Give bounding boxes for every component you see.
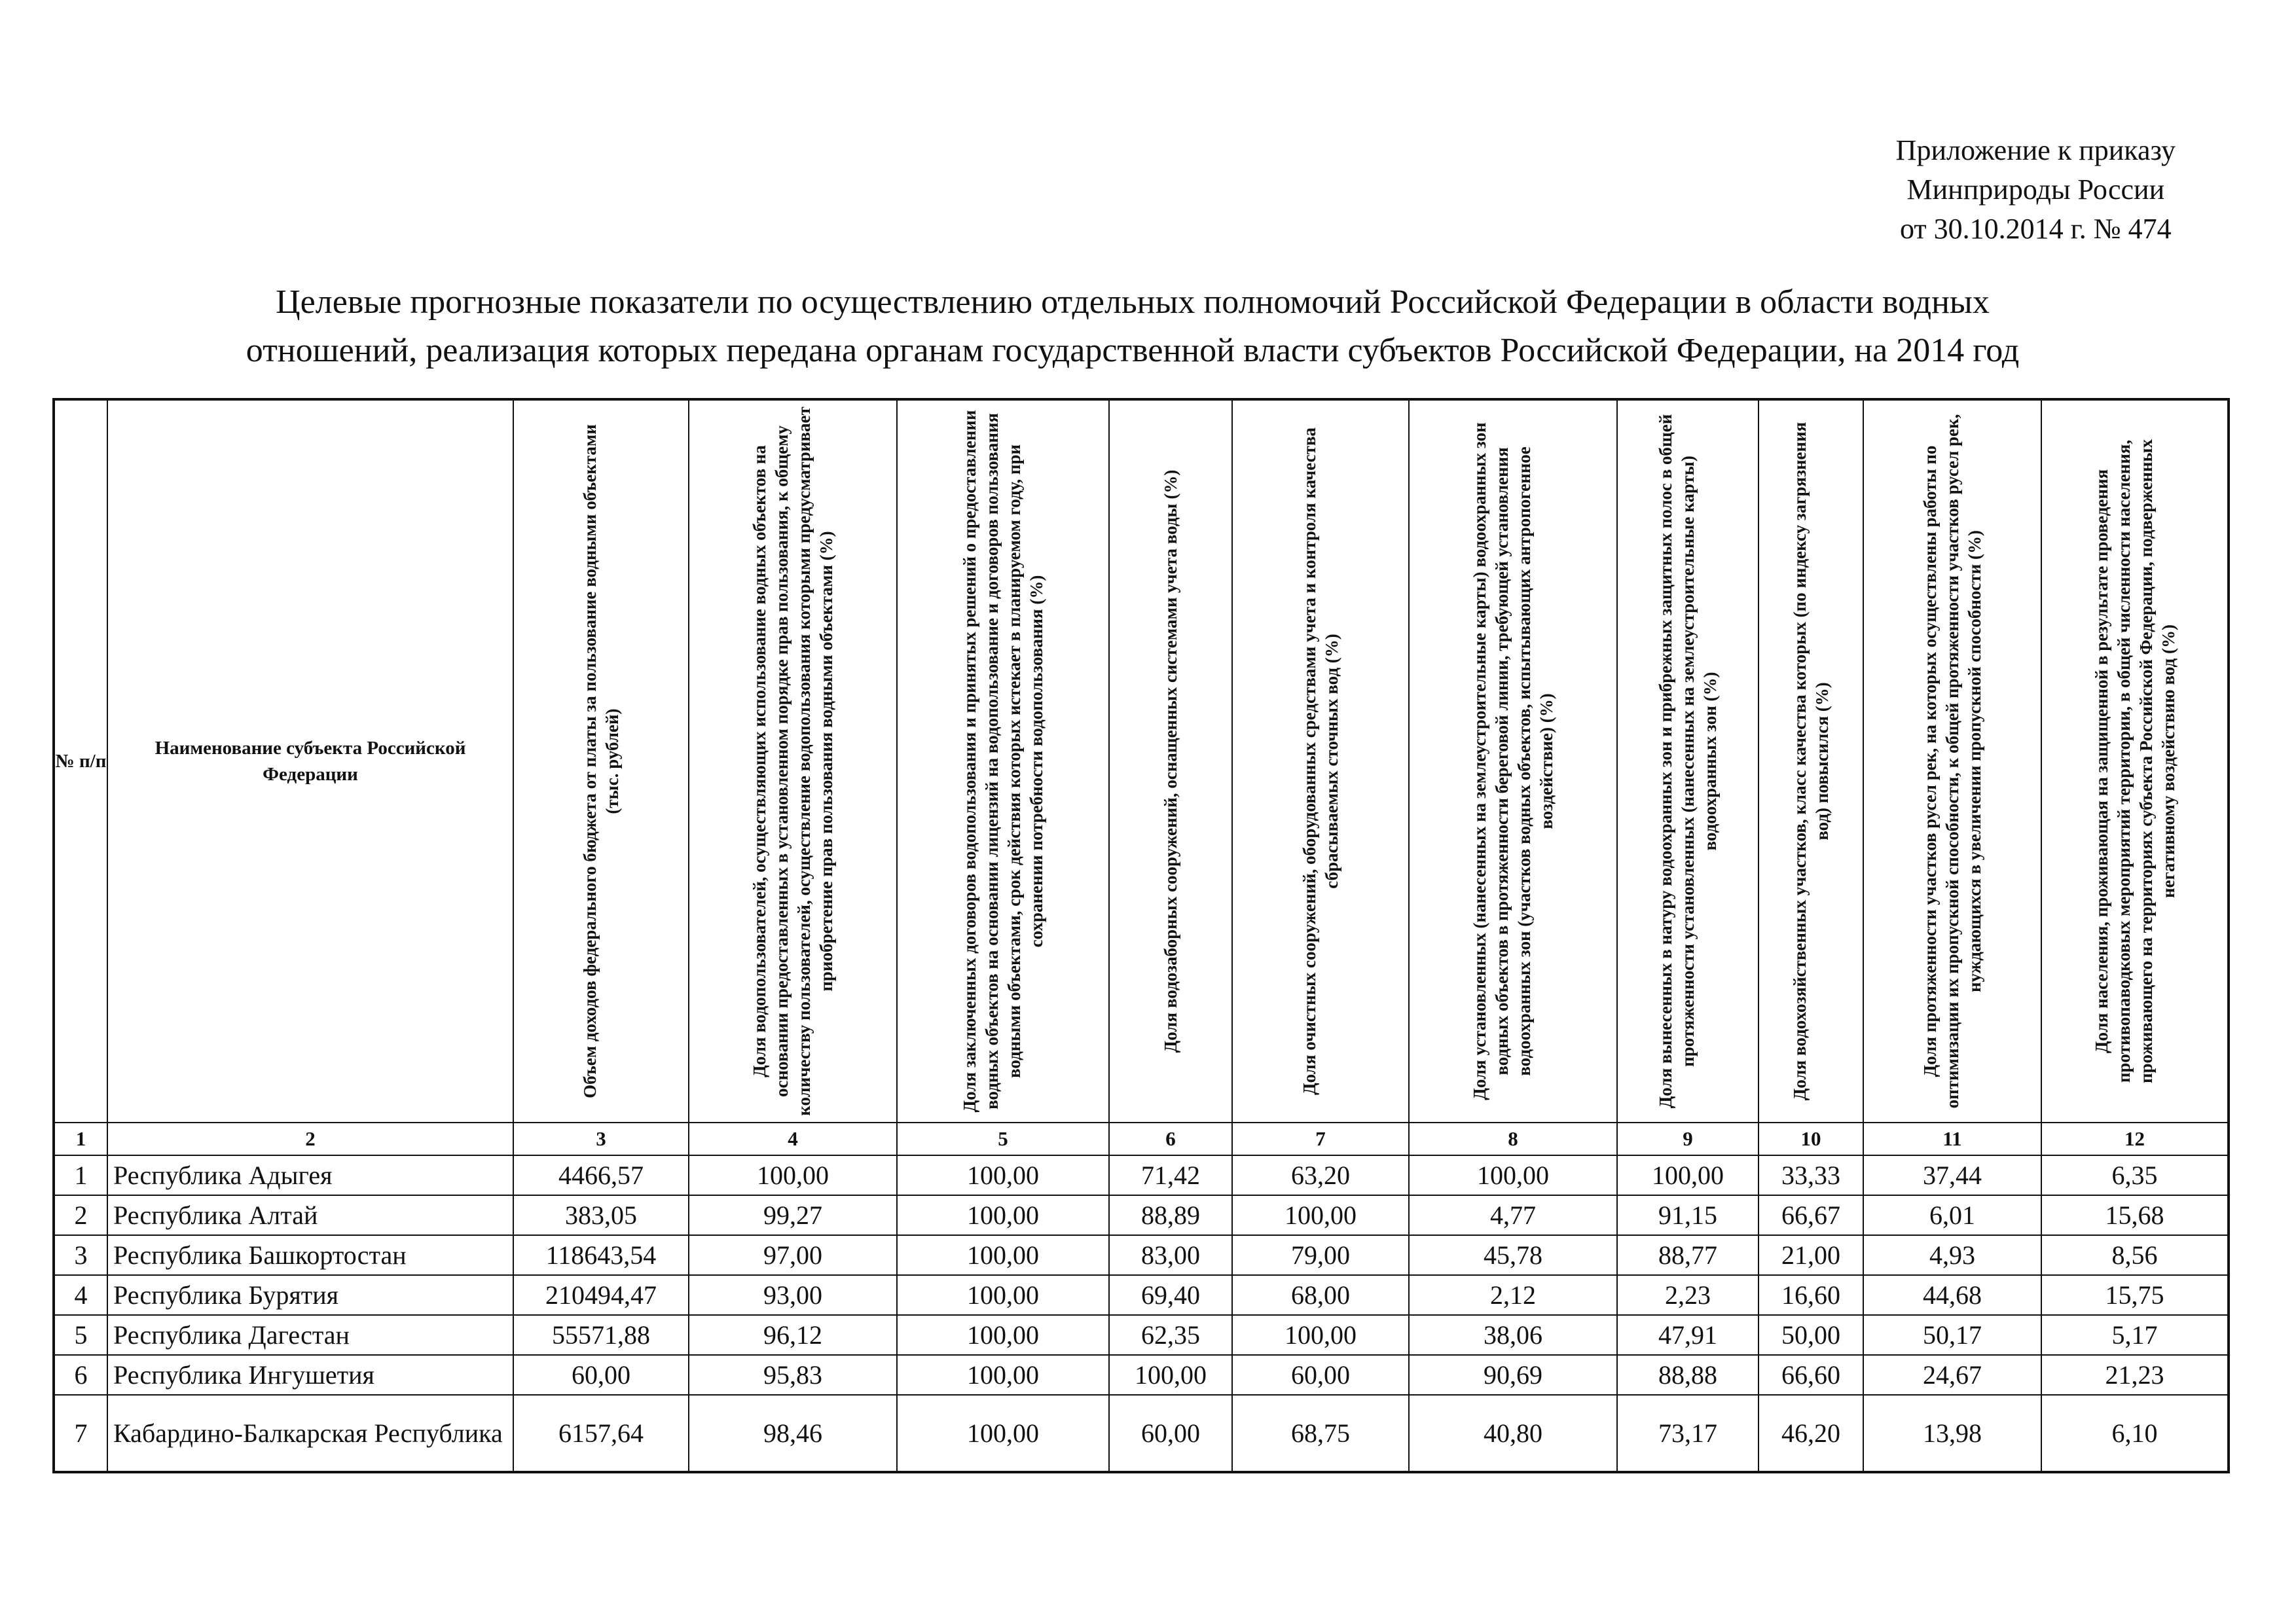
subject-name-cell: Республика Бурятия bbox=[107, 1275, 513, 1315]
indicator-value-cell: 33,33 bbox=[1758, 1155, 1863, 1195]
header-col-3 bbox=[513, 399, 689, 1123]
appendix-line-2: Минприроды России bbox=[1906, 173, 2165, 206]
indicator-value-cell: 68,75 bbox=[1232, 1395, 1409, 1472]
indicator-value-cell: 38,06 bbox=[1409, 1315, 1617, 1355]
header-col-subject-name: Наименование субъекта Российской Федерации bbox=[107, 399, 513, 1123]
header-col-3-text: Объем доходов федерального бюджета от платы за пользование водными объектами (тыс. рублей) bbox=[580, 424, 622, 1098]
indicator-value-cell: 2,12 bbox=[1409, 1275, 1617, 1315]
column-number: 12 bbox=[2041, 1123, 2229, 1155]
indicator-value-cell: 83,00 bbox=[1109, 1235, 1232, 1275]
indicator-value-cell: 66,67 bbox=[1758, 1195, 1863, 1235]
subject-name-cell: Республика Башкортостан bbox=[107, 1235, 513, 1275]
indicator-value-cell: 4,93 bbox=[1863, 1235, 2041, 1275]
indicator-value-cell: 100,00 bbox=[1109, 1355, 1232, 1395]
document-title bbox=[52, 278, 2213, 375]
header-col-8-text: Доля установленных (нанесенных на землеустроительные карты) водоохранных зон водных объектов в протяженности береговой линии, требующей установления водоохранных зон (участков водных объектов, испытывающих антропогенное воздействие) (%) bbox=[1470, 422, 1556, 1100]
indicator-value-cell: 15,75 bbox=[2041, 1275, 2229, 1315]
table-row bbox=[54, 1235, 2229, 1275]
header-col-9-text: Доля вынесенных в натуру водоохранных зон и прибрежных защитных полос в общей протяженности установленных (нанесенных на землеустроительные карты) водоохранных зон (%) bbox=[1656, 414, 1720, 1109]
header-col-4-text: Доля водопользователей, осуществляющих использование водных объектов на основании предоставленных в установленном порядке прав пользования, к общему количеству пользователей, осуществление водопользования которыми предусматривает приобретение прав пользования водными объектами (%) bbox=[750, 406, 836, 1116]
subject-name-cell: Республика Алтай bbox=[107, 1195, 513, 1235]
indicator-value-cell: 100,00 bbox=[897, 1195, 1109, 1235]
indicators-table bbox=[52, 398, 2230, 1473]
title-line-2: отношений, реализация которых передана органам государственной власти субъектов Российской Федерации, на 2014 год bbox=[246, 332, 2020, 369]
indicator-value-cell: 13,98 bbox=[1863, 1395, 2041, 1472]
indicator-value-cell: 100,00 bbox=[897, 1395, 1109, 1472]
indicator-value-cell: 88,88 bbox=[1617, 1355, 1758, 1395]
header-col-6 bbox=[1109, 399, 1232, 1123]
indicator-value-cell: 99,27 bbox=[689, 1195, 897, 1235]
indicator-value-cell: 6,01 bbox=[1863, 1195, 2041, 1235]
indicator-value-cell: 60,00 bbox=[1232, 1355, 1409, 1395]
table-header-row bbox=[54, 399, 2229, 1123]
indicator-value-cell: 100,00 bbox=[1617, 1155, 1758, 1195]
indicator-value-cell: 95,83 bbox=[689, 1355, 897, 1395]
indicator-value-cell: 6,10 bbox=[2041, 1395, 2229, 1472]
table-row bbox=[54, 1355, 2229, 1395]
subject-name-cell: Кабардино-Балкарская Республика bbox=[107, 1395, 513, 1472]
indicator-value-cell: 40,80 bbox=[1409, 1395, 1617, 1472]
row-number-cell: 6 bbox=[54, 1355, 107, 1395]
header-col-10 bbox=[1758, 399, 1863, 1123]
indicator-value-cell: 88,77 bbox=[1617, 1235, 1758, 1275]
table-body bbox=[54, 1155, 2229, 1472]
indicator-value-cell: 5,17 bbox=[2041, 1315, 2229, 1355]
indicator-value-cell: 90,69 bbox=[1409, 1355, 1617, 1395]
row-number-cell: 5 bbox=[54, 1315, 107, 1355]
title-line-1: Целевые прогнозные показатели по осуществлению отдельных полномочий Российской Федерации в области водных bbox=[276, 283, 1990, 321]
header-col-7-text: Доля очистных сооружений, оборудованных средствами учета и контроля качества сбрасываемых сточных вод (%) bbox=[1300, 427, 1341, 1095]
column-number: 8 bbox=[1409, 1123, 1617, 1155]
column-number: 3 bbox=[513, 1123, 689, 1155]
indicator-value-cell: 88,89 bbox=[1109, 1195, 1232, 1235]
indicator-value-cell: 21,23 bbox=[2041, 1355, 2229, 1395]
header-col-5 bbox=[897, 399, 1109, 1123]
indicator-value-cell: 100,00 bbox=[1409, 1155, 1617, 1195]
indicator-value-cell: 383,05 bbox=[513, 1195, 689, 1235]
header-col-12-text: Доля населения, проживающая на защищенной в результате проведения противопаводковых мероприятий территории, в общей численности населения, проживающего на территориях субъекта Российской Федерации, подверженных негативному воздействию вод (%) bbox=[2091, 439, 2178, 1084]
indicator-value-cell: 47,91 bbox=[1617, 1315, 1758, 1355]
row-number-cell: 3 bbox=[54, 1235, 107, 1275]
indicator-value-cell: 8,56 bbox=[2041, 1235, 2229, 1275]
indicator-value-cell: 100,00 bbox=[897, 1275, 1109, 1315]
indicator-value-cell: 100,00 bbox=[897, 1355, 1109, 1395]
indicator-value-cell: 100,00 bbox=[689, 1155, 897, 1195]
row-number-cell: 4 bbox=[54, 1275, 107, 1315]
table-row bbox=[54, 1275, 2229, 1315]
indicator-value-cell: 66,60 bbox=[1758, 1355, 1863, 1395]
header-col-9 bbox=[1617, 399, 1758, 1123]
indicator-value-cell: 6,35 bbox=[2041, 1155, 2229, 1195]
header-col-7 bbox=[1232, 399, 1409, 1123]
header-col-6-text: Доля водозаборных сооружений, оснащенных системами учета воды (%) bbox=[1161, 469, 1180, 1053]
header-col-number: № п/п bbox=[54, 399, 107, 1123]
indicator-value-cell: 100,00 bbox=[897, 1315, 1109, 1355]
table-row bbox=[54, 1155, 2229, 1195]
column-number: 5 bbox=[897, 1123, 1109, 1155]
indicator-value-cell: 118643,54 bbox=[513, 1235, 689, 1275]
indicator-value-cell: 60,00 bbox=[1109, 1395, 1232, 1472]
indicator-value-cell: 73,17 bbox=[1617, 1395, 1758, 1472]
indicator-value-cell: 16,60 bbox=[1758, 1275, 1863, 1315]
indicator-value-cell: 6157,64 bbox=[513, 1395, 689, 1472]
indicator-value-cell: 50,17 bbox=[1863, 1315, 2041, 1355]
indicator-value-cell: 4,77 bbox=[1409, 1195, 1617, 1235]
indicator-value-cell: 63,20 bbox=[1232, 1155, 1409, 1195]
indicator-value-cell: 55571,88 bbox=[513, 1315, 689, 1355]
header-col-10-text: Доля водохозяйственных участков, класс качества которых (по индексу загрязнения вод) повысился (%) bbox=[1790, 422, 1832, 1101]
column-number-row bbox=[54, 1123, 2229, 1155]
column-number: 6 bbox=[1109, 1123, 1232, 1155]
appendix-note bbox=[1896, 131, 2176, 249]
indicator-value-cell: 46,20 bbox=[1758, 1395, 1863, 1472]
indicator-value-cell: 97,00 bbox=[689, 1235, 897, 1275]
indicator-value-cell: 60,00 bbox=[513, 1355, 689, 1395]
column-number: 9 bbox=[1617, 1123, 1758, 1155]
indicator-value-cell: 210494,47 bbox=[513, 1275, 689, 1315]
indicator-value-cell: 15,68 bbox=[2041, 1195, 2229, 1235]
column-number: 11 bbox=[1863, 1123, 2041, 1155]
indicator-value-cell: 45,78 bbox=[1409, 1235, 1617, 1275]
header-col-8 bbox=[1409, 399, 1617, 1123]
subject-name-cell: Республика Адыгея bbox=[107, 1155, 513, 1195]
row-number-cell: 7 bbox=[54, 1395, 107, 1472]
column-number: 4 bbox=[689, 1123, 897, 1155]
header-col-4 bbox=[689, 399, 897, 1123]
subject-name-cell: Республика Дагестан bbox=[107, 1315, 513, 1355]
header-col-12 bbox=[2041, 399, 2229, 1123]
indicator-value-cell: 93,00 bbox=[689, 1275, 897, 1315]
indicator-value-cell: 4466,57 bbox=[513, 1155, 689, 1195]
indicator-value-cell: 44,68 bbox=[1863, 1275, 2041, 1315]
indicator-value-cell: 24,67 bbox=[1863, 1355, 2041, 1395]
column-number: 10 bbox=[1758, 1123, 1863, 1155]
indicator-value-cell: 71,42 bbox=[1109, 1155, 1232, 1195]
appendix-line-1: Приложение к приказу bbox=[1895, 134, 2176, 166]
indicator-value-cell: 2,23 bbox=[1617, 1275, 1758, 1315]
indicator-value-cell: 62,35 bbox=[1109, 1315, 1232, 1355]
indicator-value-cell: 96,12 bbox=[689, 1315, 897, 1355]
header-col-5-text: Доля заключенных договоров водопользования и принятых решений о предоставлении водных объектов на основании лицензий на водопользование и договоров пользования водными объектами, срок действия которых истекает в планируемом году, при сохранении потребности водопользования (%) bbox=[960, 410, 1046, 1113]
indicator-value-cell: 37,44 bbox=[1863, 1155, 2041, 1195]
indicator-value-cell: 69,40 bbox=[1109, 1275, 1232, 1315]
indicator-value-cell: 100,00 bbox=[897, 1155, 1109, 1195]
header-col-11-text: Доля протяженности участков русел рек, на которых осуществлены работы по оптимизации их пропускной способности, к общей протяженности участков русел рек, нуждающихся в увеличении пропускной способности (%) bbox=[1920, 414, 1984, 1109]
indicator-value-cell: 91,15 bbox=[1617, 1195, 1758, 1235]
column-number: 7 bbox=[1232, 1123, 1409, 1155]
indicator-value-cell: 100,00 bbox=[897, 1235, 1109, 1275]
indicator-value-cell: 50,00 bbox=[1758, 1315, 1863, 1355]
indicator-value-cell: 79,00 bbox=[1232, 1235, 1409, 1275]
indicator-value-cell: 100,00 bbox=[1232, 1195, 1409, 1235]
column-number: 1 bbox=[54, 1123, 107, 1155]
row-number-cell: 2 bbox=[54, 1195, 107, 1235]
indicator-value-cell: 21,00 bbox=[1758, 1235, 1863, 1275]
indicator-value-cell: 98,46 bbox=[689, 1395, 897, 1472]
row-number-cell: 1 bbox=[54, 1155, 107, 1195]
column-number: 2 bbox=[107, 1123, 513, 1155]
header-col-11 bbox=[1863, 399, 2041, 1123]
table-row bbox=[54, 1315, 2229, 1355]
indicator-value-cell: 100,00 bbox=[1232, 1315, 1409, 1355]
table-row bbox=[54, 1395, 2229, 1472]
indicator-value-cell: 68,00 bbox=[1232, 1275, 1409, 1315]
appendix-line-3: от 30.10.2014 г. № 474 bbox=[1899, 213, 2172, 245]
subject-name-cell: Республика Ингушетия bbox=[107, 1355, 513, 1395]
table-row bbox=[54, 1195, 2229, 1235]
